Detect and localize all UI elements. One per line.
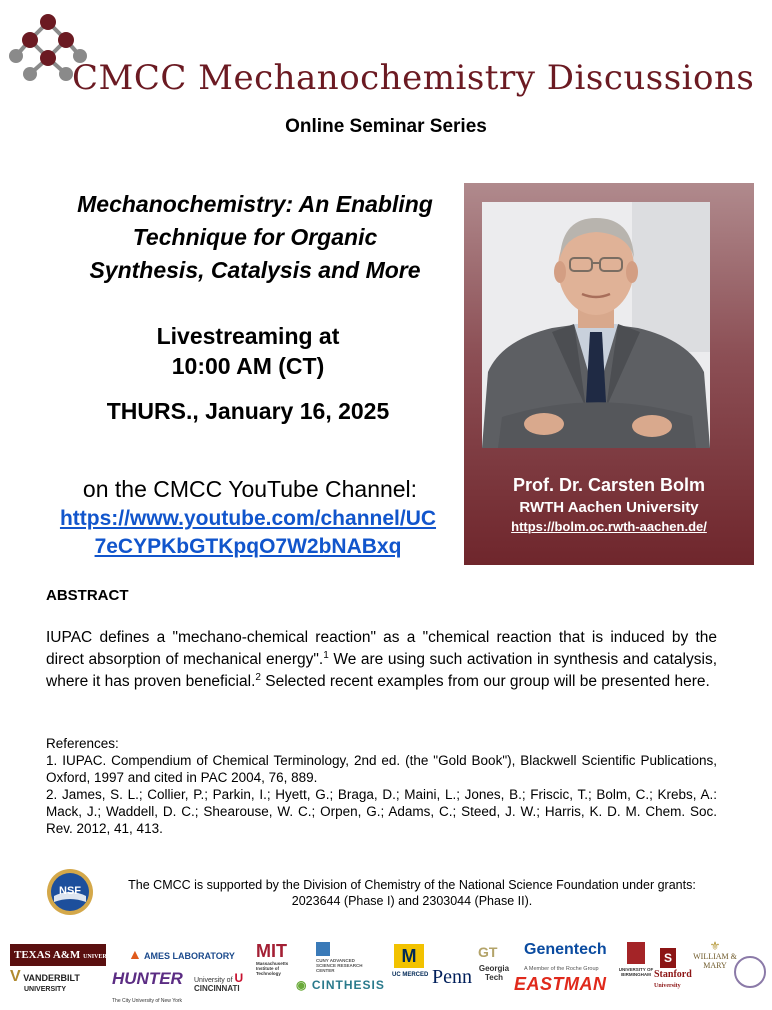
hunter-name: HUNTER bbox=[112, 969, 183, 988]
tamu-logo bbox=[10, 944, 121, 966]
cuny-asrc-logo bbox=[316, 942, 370, 973]
cuny-name: CUNY ADVANCED SCIENCE RESEARCH CENTER bbox=[316, 958, 363, 973]
birmingham-name: UNIVERSITY OF BIRMINGHAM bbox=[618, 967, 654, 977]
series-subtitle: Online Seminar Series bbox=[285, 116, 487, 137]
footnote-ref: 1 bbox=[323, 649, 329, 661]
speaker-photo bbox=[482, 202, 710, 448]
penn-logo: Penn bbox=[432, 966, 472, 988]
abstract-text bbox=[46, 627, 717, 693]
references-heading: References: bbox=[46, 736, 119, 751]
stanford-logo bbox=[654, 970, 692, 991]
mit-name: MIT bbox=[256, 941, 287, 961]
cincinnati-top: University of bbox=[194, 977, 233, 984]
vanderbilt-logo: V VANDERBILT UNIVERSITY bbox=[10, 968, 80, 993]
event-date: THURS., January 16, 2025 bbox=[106, 398, 390, 424]
wm-name: WILLIAM & MARY bbox=[693, 952, 737, 970]
genentech-name: Genentech bbox=[524, 941, 607, 958]
livestream-hour: 10:00 AM (CT) bbox=[171, 353, 325, 379]
cinthesis-logo: ◉ CINTHESIS bbox=[296, 978, 385, 992]
reference-item: 2. James, S. L.; Collier, P.; Parkin, I.; Hyett, G.; Braga, D.; Maini, L.; Jones, B.; Friscic, T.; Bolm, C.; Krebs, A.: Mack, J.; Waddell, D. C.; Shearouse, W. C.; Orpen, G.; Adams, C.; Steed, J. W.; Harris, K. D. M. Chem. Soc. Rev. 2012, 41, 413. bbox=[46, 787, 717, 836]
funding-line: 2023644 (Phase I) and 2303044 (Phase II). bbox=[291, 894, 533, 908]
stanford-icon: S bbox=[660, 948, 676, 968]
speaker-portrait-icon bbox=[482, 202, 710, 448]
hunter-sub: The City University of New York bbox=[112, 998, 183, 1004]
tamu-name: TEXAS A&M bbox=[14, 949, 81, 961]
reference-item: 1. IUPAC. Compendium of Chemical Terminology, 2nd ed. (the "Gold Book"), Blackwell Scientific Publications, Oxford, 1997 and cited in PAC 2004, 76, 889. bbox=[46, 753, 717, 785]
ames-name: AMES LABORATORY bbox=[144, 951, 235, 961]
tamu-sub: UNIVERSITY bbox=[83, 954, 121, 960]
university-seal-icon bbox=[734, 956, 766, 988]
talk-title-line: Technique for Organic bbox=[132, 224, 378, 250]
genentech-logo bbox=[524, 942, 607, 977]
funding-line: The CMCC is supported by the Division of Chemistry of the National Science Foundation under grants: bbox=[128, 878, 696, 892]
abstract-part: Selected recent examples from our group will be presented here. bbox=[260, 673, 710, 690]
genentech-sub: A Member of the Roche Group bbox=[524, 966, 599, 972]
references bbox=[46, 735, 717, 837]
abstract-heading: ABSTRACT bbox=[46, 587, 129, 604]
birmingham-logo bbox=[616, 942, 656, 977]
cincinnati-name: CINCINNATI bbox=[194, 984, 240, 993]
page-title: CMCC Mechanochemistry Discussions bbox=[72, 58, 755, 98]
abstract-part: We are using such activation in synthesis and catalysis, where it has proven beneficial. bbox=[46, 651, 717, 690]
talk-title bbox=[50, 188, 460, 287]
william-mary-logo: ⚜ WILLIAM & MARY bbox=[693, 939, 737, 970]
vanderbilt-sub: UNIVERSITY bbox=[24, 986, 67, 993]
hunter-logo bbox=[112, 970, 183, 1010]
vanderbilt-name: VANDERBILT bbox=[23, 973, 80, 983]
eastman-logo: EASTMAN bbox=[514, 974, 607, 994]
cinthesis-name: CINTHESIS bbox=[311, 978, 385, 992]
mit-logo bbox=[256, 942, 300, 978]
mit-sub: Massachusetts Institute of Technology bbox=[256, 961, 289, 976]
footnote-ref: 2 bbox=[255, 671, 261, 683]
channel-text: on the CMCC YouTube Channel: bbox=[82, 476, 418, 502]
youtube-link-line[interactable]: https://www.youtube.com/channel/UC bbox=[59, 507, 437, 530]
abstract-part: IUPAC defines a "mechano-chemical reaction" as a "chemical reaction that is induced by the direct absorption of mechanical energy". bbox=[46, 629, 717, 668]
livestream-label: Livestreaming at bbox=[156, 323, 340, 349]
stanford-name: Stanford bbox=[654, 969, 692, 980]
speaker-website-link[interactable]: https://bolm.oc.rwth-aachen.de/ bbox=[511, 519, 707, 534]
stanford-sub: University bbox=[654, 983, 681, 989]
speaker-name: Prof. Dr. Carsten Bolm bbox=[512, 475, 706, 495]
sponsor-logos bbox=[0, 936, 772, 1004]
uc-merced-label: UC MERCED bbox=[392, 972, 429, 978]
nsf-label: NSF bbox=[59, 885, 81, 897]
talk-title-line: Mechanochemistry: An Enabling bbox=[77, 191, 433, 217]
youtube-link-line[interactable]: 7eCYPKbGTKpqO7W2bNABxq bbox=[94, 535, 402, 558]
georgia-tech-icon: GT bbox=[478, 944, 498, 960]
georgia-tech-logo: Georgia Tech bbox=[478, 964, 510, 982]
nsf-seal-icon bbox=[46, 868, 94, 916]
cincinnati-logo: University of U CINCINNATI bbox=[194, 971, 244, 993]
speaker-institution: RWTH Aachen University bbox=[519, 499, 699, 516]
funding-statement bbox=[100, 877, 724, 909]
youtube-link[interactable] bbox=[38, 505, 458, 561]
talk-title-line: Synthesis, Catalysis and More bbox=[89, 257, 421, 283]
livestream-time bbox=[50, 321, 446, 381]
uc-merced-logo: M bbox=[394, 944, 424, 968]
ames-logo: ▲ AMES LABORATORY bbox=[128, 946, 235, 962]
